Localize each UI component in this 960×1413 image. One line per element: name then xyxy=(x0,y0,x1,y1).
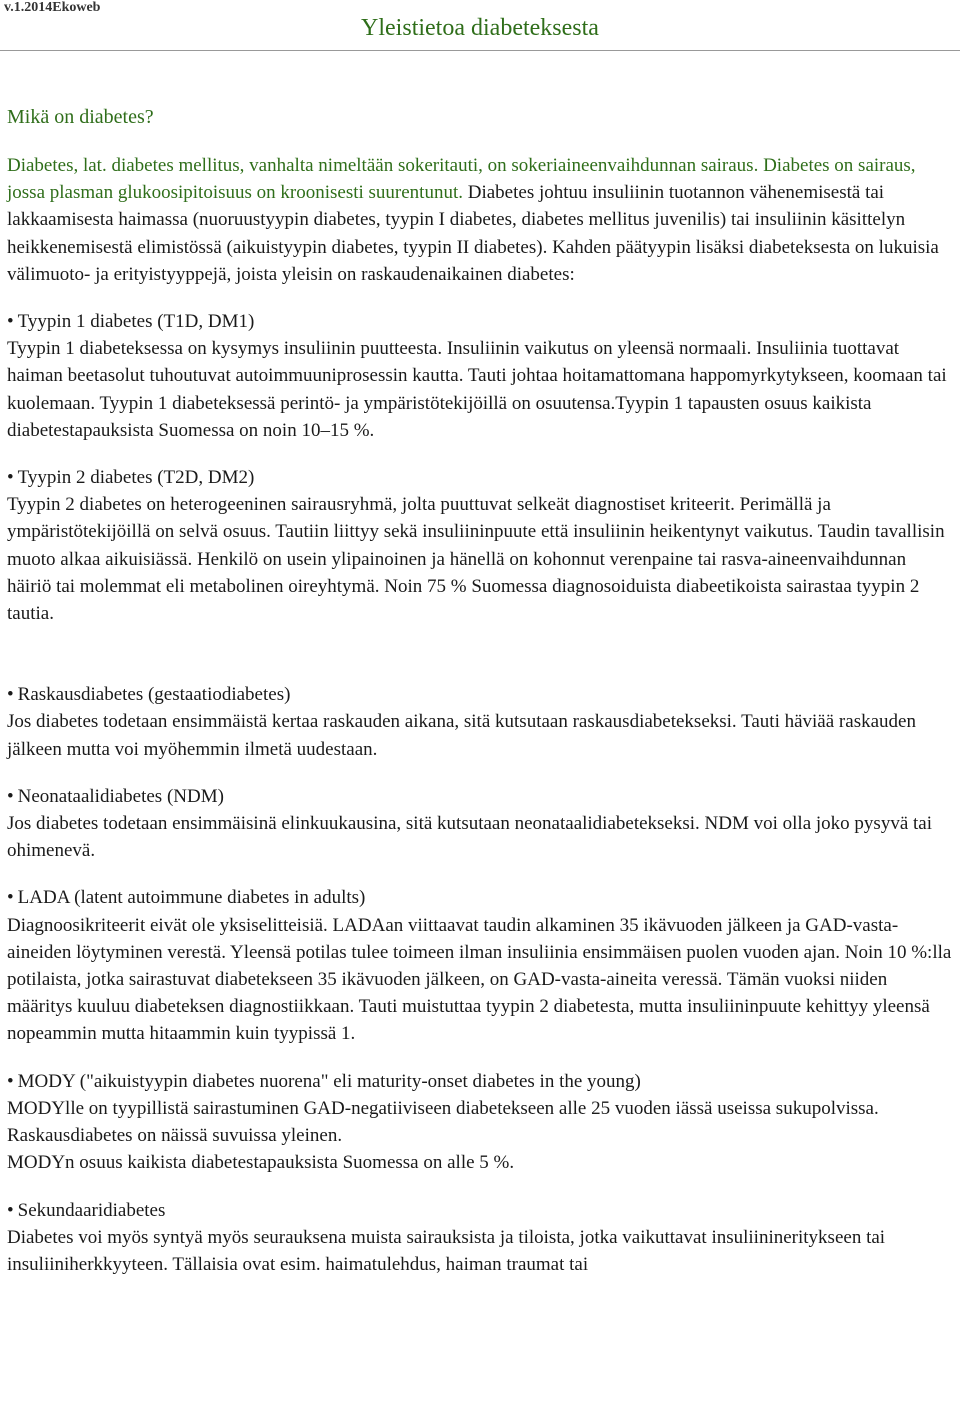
section-body: Jos diabetes todetaan ensimmäistä kertaa raskauden aikana, sitä kutsutaan raskausdiabetekseksi. Tauti häviää raskauden jälkeen mutta voi myöhemmin ilmetä uudestaan. xyxy=(7,711,916,760)
bullet-icon: • xyxy=(7,467,14,489)
section-title: • Raskausdiabetes (gestaatiodiabetes) xyxy=(7,684,291,706)
section-body: Tyypin 1 diabeteksessa on kysymys insuliinin puutteesta. Insuliinin vaikutus on yleensä normaali. Insuliinia tuottavat haiman beetasolut tuhoutuvat autoimmuuniprosessin kautta. Tauti johtaa hoitamattomana happomyrkytykseen, koomaan tai kuolemaan. Tyypin 1 diabeteksessä perintö- ja ympäristötekijöillä on osuutensa.Tyypin 1 tapausten osuus kaikista diabetestapauksista Suomessa on noin 10–15 %. xyxy=(7,338,947,441)
intro-paragraph xyxy=(7,152,955,288)
section-title: • MODY ("aikuistyypin diabetes nuorena" eli maturity-onset diabetes in the young) xyxy=(7,1070,641,1092)
bullet-icon: • xyxy=(7,684,14,706)
section-title: • Sekundaaridiabetes xyxy=(7,1199,166,1221)
section-type1 xyxy=(7,308,955,444)
section-body: MODYlle on tyypillistä sairastuminen GAD-negatiiviseen diabetekseen alle 25 vuoden iässä useissa sukupolvissa. Raskausdiabetes on näissä suvuissa yleinen. xyxy=(7,1097,879,1147)
bullet-icon: • xyxy=(7,785,14,807)
bullet-icon: • xyxy=(7,1070,14,1092)
section-lada xyxy=(7,884,955,1047)
section-mody xyxy=(7,1068,955,1177)
section-gestational xyxy=(7,681,955,763)
bullet-icon: • xyxy=(7,311,14,333)
section-secondary xyxy=(7,1197,955,1279)
section-heading: Mikä on diabetes? xyxy=(7,106,154,128)
document-body xyxy=(7,102,955,1278)
section-body: Diagnoosikriteerit eivät ole yksiselitteisiä. LADAan viittaavat taudin alkaminen 35 ikävuoden jälkeen ja GAD-vasta-aineiden löytyminen verestä. Yleensä potilas tulee toimeen ilman insuliinia ensimmäisen puolen vuoden ajan. Noin 10 %:lla potilaista, jotka sairastuvat diabetekseen 35 ikävuoden jälkeen, on GAD-vasta-aineita veressä. Tämän vuoksi niiden määritys kuuluu diabeteksen diagnostiikkaan. Tauti muistuttaa tyypin 2 diabetesta, mutta insuliininpuute kehittyy yleensä nopeammin mutta hitaammin kuin tyypissä 1. xyxy=(7,914,952,1045)
bullet-icon: • xyxy=(7,887,14,909)
intro-continuation: Diabetes johtuu insuliinin tuotannon vähenemisestä tai lakkaamisesta haimassa (nuoruustyypin diabetes, tyypin I diabetes, diabetes mellitus juvenilis) tai insuliinin käsittelyn heikkenemisestä elimistössä (aikuistyypin diabetes, tyypin II diabetes). Kahden päätyypin lisäksi diabeteksesta on lukuisia välimuoto- ja erityistyyppejä, joista yleisin on raskaudenaikainen diabetes: xyxy=(7,182,939,285)
section-title: • Neonataalidiabetes (NDM) xyxy=(7,785,224,807)
section-title: • Tyypin 1 diabetes (T1D, DM1) xyxy=(7,311,255,333)
page-title: Yleistietoa diabeteksesta xyxy=(361,15,599,41)
intro-text: Diabetes, lat. diabetes mellitus, vanhalta nimeltään sokeritauti, on sokeriaineenvaihdunnan sairaus. Diabetes on sairaus, jossa plasman glukoosipitoisuus on kroonisesti suurentunut. xyxy=(7,155,916,204)
section-body: Tyypin 2 diabetes on heterogeeninen sairausryhmä, jolta puuttuvat selkeät diagnostiset kriteerit. Perimällä ja ympäristötekijöillä on selvä osuus. Tautiin liittyy sekä insuliininpuute että insuliinin heikentynyt vaikutus. Taudin tavallisin muoto alkaa aikuisiässä. Henkilö on usein ylipainoinen ja hänellä on kohonnut verenpaine tai rasva-aineenvaihdunnan häiriö tai molemmat eli metabolinen oireyhtymä. Noin 75 % Suomessa diagnosoiduista diabeetikoista sairastaa tyypin 2 tautia. xyxy=(7,494,945,625)
section-body: Diabetes voi myös syntyä myös seurauksena muista sairauksista ja tiloista, jotka vaikuttavat insuliinineritykseen tai insuliiniherkkyyteen. Tällaisia ovat esim. haimatulehdus, haiman traumat tai xyxy=(7,1226,886,1275)
section-title: • Tyypin 2 diabetes (T2D, DM2) xyxy=(7,467,255,489)
section-body: Jos diabetes todetaan ensimmäisinä elinkuukausina, sitä kutsutaan neonataalidiabetekseksi. NDM voi olla joko pysyvä tai ohimenevä. xyxy=(7,813,932,862)
section-title: • LADA (latent autoimmune diabetes in adults) xyxy=(7,887,366,909)
version-label: v.1.2014Ekoweb xyxy=(4,0,101,15)
section-type2 xyxy=(7,464,955,627)
section-neonatal xyxy=(7,783,955,865)
bullet-icon: • xyxy=(7,1199,14,1221)
section-body-extra: MODYn osuus kaikista diabetestapauksista Suomessa on alle 5 %. xyxy=(7,1152,515,1174)
header-divider xyxy=(0,50,960,51)
